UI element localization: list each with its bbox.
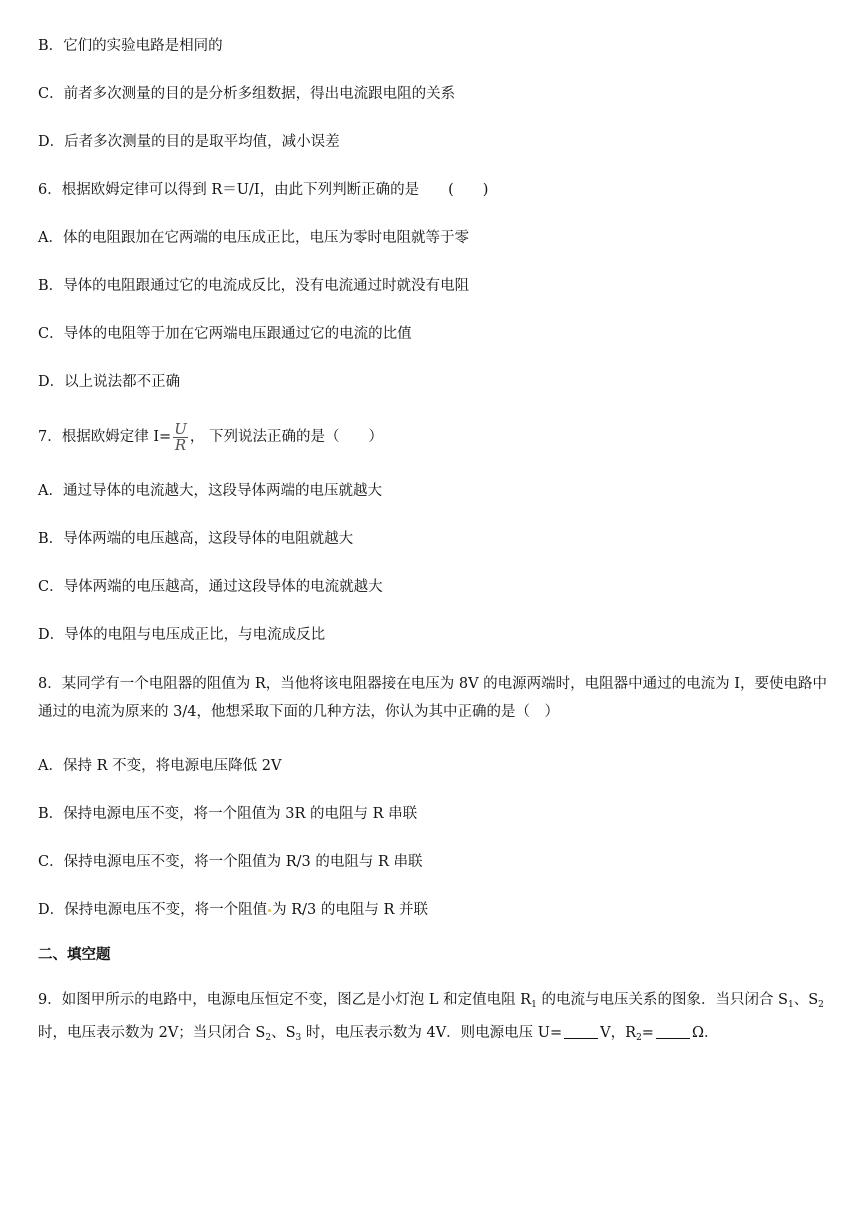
q7-option-c: C．导体两端的电压越高，通过这段导体的电流就越大 [38, 579, 383, 595]
q6-option-c: C．导体的电阻等于加在它两端电压跟通过它的电流的比值 [38, 326, 412, 342]
q8-option-d [38, 900, 836, 920]
q9-sub-s2b: 2 [265, 1033, 272, 1043]
fraction-numerator: U [174, 419, 187, 438]
q7-stem-prefix: 7．根据欧姆定律 I= [38, 429, 172, 445]
q7-option-b: B．导体两端的电压越高，这段导体的电阻就越大 [38, 531, 354, 547]
q8-stem: 8．某同学有一个电阻器的阻值为 R，当他将该电阻器接在电压为 8V 的电源两端时，电阻器中通过的电流为 I，要使电路中通过的电流为原来的 3/4，他想采取下面的几种方法，你认为其中正确的是（ ） [38, 676, 827, 720]
q7-stem [38, 420, 836, 454]
q9-part-2: 的电流与电压关系的图象．当只闭合 S [536, 992, 788, 1008]
q5-option-d: D．后者多次测量的目的是取平均值，减小误差 [38, 134, 340, 150]
q9-stem [38, 986, 836, 1052]
q6-option-a: A．体的电阻跟加在它两端的电压成正比，电压为零时电阻就等于零 [38, 230, 469, 246]
q9-part-3: 、S [793, 992, 819, 1008]
q9-part-9: Ω． [691, 1025, 719, 1041]
answer-blank-r2[interactable] [656, 1024, 690, 1039]
fraction-denominator: R [174, 435, 187, 454]
marker-dot [268, 909, 271, 912]
q7-option-d: D．导体的电阻与电压成正比，与电流成反比 [38, 627, 326, 643]
q9-part-8: = [641, 1025, 654, 1041]
q9-part-6: 时，电压表示数为 4V．则电源电压 U= [301, 1025, 563, 1041]
q9-sub-r2: 2 [636, 1033, 642, 1043]
q8-option-a: A．保持 R 不变，将电源电压降低 2V [38, 758, 282, 774]
q7-stem-suffix: ， 下列说法正确的是（ ） [189, 429, 383, 445]
q9-part-5: 、S [271, 1025, 296, 1041]
q9-sub-r1: 1 [531, 1000, 537, 1010]
q6-option-d: D．以上说法都不正确 [38, 374, 181, 390]
q7-option-a: A．通过导体的电流越大，这段导体两端的电压就越大 [38, 483, 382, 499]
q8-option-b: B．保持电源电压不变，将一个阻值为 3R 的电阻与 R 串联 [38, 806, 418, 822]
q8-option-d-after: 为 R/3 的电阻与 R 并联 [272, 902, 429, 918]
q9-part-4: 时，电压表示数为 2V；当只闭合 S [38, 1025, 266, 1041]
q8-option-d-before: D．保持电源电压不变，将一个阻值 [38, 902, 268, 918]
q9-sub-s3: 3 [295, 1033, 302, 1043]
q9-sub-s1: 1 [788, 1000, 794, 1010]
q8-option-c: C．保持电源电压不变，将一个阻值为 R/3 的电阻与 R 串联 [38, 854, 423, 870]
q9-part-7: V，R [600, 1025, 637, 1041]
section-title-fill-in: 二、填空题 [38, 946, 111, 963]
q9-sub-s2: 2 [818, 1000, 824, 1010]
q5-option-b: B．它们的实验电路是相同的 [38, 38, 223, 54]
q5-option-c: C．前者多次测量的目的是分析多组数据，得出电流跟电阻的关系 [38, 86, 456, 102]
q9-part-1: 9．如图甲所示的电路中，电源电压恒定不变，图乙是小灯泡 L 和定值电阻 R [38, 992, 532, 1008]
q6-stem: 6．根据欧姆定律可以得到 R＝U/I，由此下列判断正确的是 ( ) [38, 182, 489, 198]
answer-blank-u[interactable] [564, 1024, 598, 1039]
ohm-law-fraction [173, 419, 188, 454]
q6-option-b: B．导体的电阻跟通过它的电流成反比，没有电流通过时就没有电阻 [38, 278, 470, 294]
